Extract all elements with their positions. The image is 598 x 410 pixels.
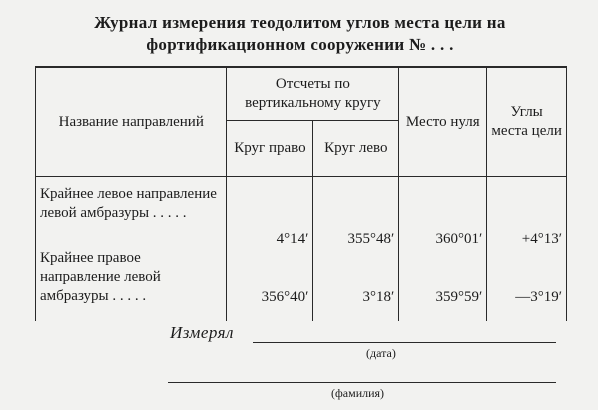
header-zero-place: Место нуля: [399, 67, 487, 177]
target-angle-cell: +4°13′: [487, 177, 567, 250]
header-circle-right: Круг право: [227, 121, 313, 177]
header-direction-name: Название направлений: [36, 67, 227, 177]
circle-right-cell: 356°40′: [227, 249, 313, 315]
table-bottom-spacer: [36, 315, 567, 321]
date-signature-line: [253, 342, 556, 343]
surname-signature-line: [168, 382, 556, 383]
date-caption: (дата): [366, 346, 396, 360]
circle-left-cell: 355°48′: [313, 177, 399, 250]
target-angle-cell: —3°19′: [487, 249, 567, 315]
zero-place-cell: 359°59′: [399, 249, 487, 315]
title-line-1: Журнал измерения теодолитом углов места цели на: [94, 13, 506, 32]
page-title: [20, 12, 580, 56]
title-line-2: фортификационном сооружении № . . .: [146, 35, 454, 54]
table-row: [36, 249, 567, 315]
direction-name-cell: Крайнее правое направление левой амбразуры . . . . .: [36, 249, 227, 315]
direction-name-cell: Крайнее левое направление левой амбразуры . . . . .: [36, 177, 227, 250]
zero-place-cell: 360°01′: [399, 177, 487, 250]
circle-left-cell: 3°18′: [313, 249, 399, 315]
header-vertical-circle-readings: Отсчеты по вертикальному кругу: [227, 67, 399, 121]
table-row: [36, 177, 567, 250]
header-circle-left: Круг лево: [313, 121, 399, 177]
surname-caption: (фамилия): [331, 386, 385, 400]
circle-right-cell: 4°14′: [227, 177, 313, 250]
header-target-angles: Углы места цели: [487, 67, 567, 177]
measured-by-label: Измерял: [170, 323, 234, 342]
measurement-table: [35, 66, 567, 321]
